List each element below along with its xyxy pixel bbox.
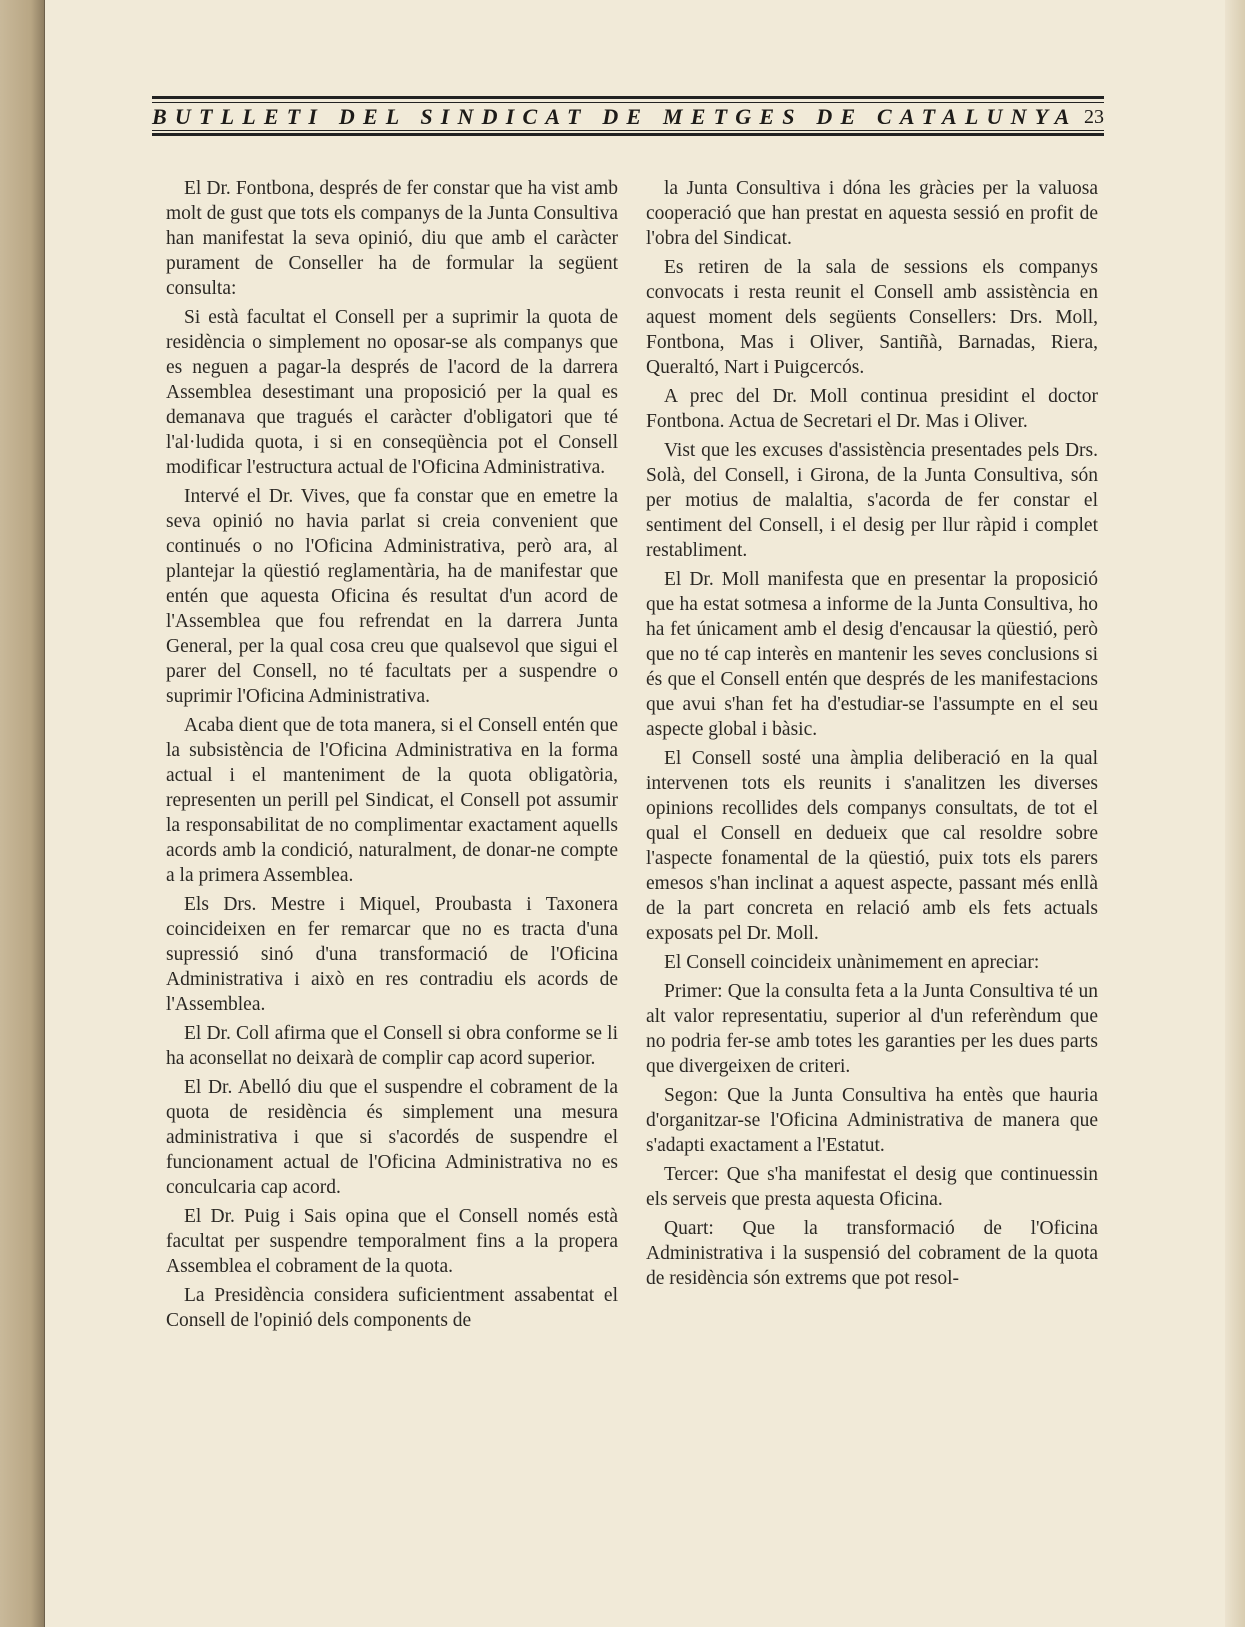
paragraph: El Dr. Abelló diu que el suspendre el cobrament de la quota de residència és simplement una mesura administrativa i que si s'acordés de suspendre el funcionament actual de l'Oficina Administrativa no es conculcaria cap acord. (166, 1077, 618, 1198)
paragraph: Si està facultat el Consell per a suprimir la quota de residència o simplement no oposar-se als companys que es neguen a pagar-la després de l'acord de la darrera Assemblea desestimant una proposició per la qual es demanava que tragués el caràcter d'obligatori que té l'al·ludida quota, i si en conseqüència pot el Consell modificar l'estructura actual de l'Oficina Administrativa. (166, 307, 618, 478)
page-edge-shadow (1225, 0, 1245, 1627)
header-rule (152, 102, 1104, 103)
paragraph: El Dr. Puig i Sais opina que el Consell només està facultat per suspendre temporalment fins a la propera Assemblea el cobrament de la quota. (166, 1206, 618, 1277)
header-rule (152, 130, 1104, 131)
previous-page-edge (0, 0, 45, 1627)
paragraph: El Dr. Fontbona, després de fer constar que ha vist amb molt de gust que tots els companys de la Junta Consultiva han manifestat la seva opinió, diu que amb el caràcter purament de Conseller ha de formular la següent consulta: (166, 178, 618, 299)
left-column (166, 176, 618, 1337)
paragraph: Els Drs. Mestre i Miquel, Proubasta i Taxonera coincideixen en fer remarcar que no es tracta d'una supressió sinó d'una transformació de l'Oficina Administrativa i això en res contradiu els acords de l'Assemblea. (166, 894, 618, 1015)
page-number: 23 (1084, 106, 1104, 128)
paragraph: El Dr. Moll manifesta que en presentar la proposició que ha estat sotmesa a informe de la Junta Consultiva, ho ha fet únicament amb el desig d'encausar la qüestió, però que no té cap interès en mantenir les seves conclusions si és que el Consell entén que després de les manifestacions que avui s'han fet ha d'estudiar-se l'assumpte en el seu aspecte global i bàsic. (646, 569, 1098, 740)
paragraph: A prec del Dr. Moll continua presidint el doctor Fontbona. Actua de Secretari el Dr. Mas i Oliver. (646, 386, 1098, 432)
paragraph: Primer: Que la consulta feta a la Junta Consultiva té un alt valor representatiu, superior al d'un referèndum que no podria fer-se amb totes les garanties per les dues parts que divergeixen de criteri. (646, 981, 1098, 1077)
paragraph: Es retiren de la sala de sessions els companys convocats i resta reunit el Consell amb assistència en aquest moment dels següents Consellers: Drs. Moll, Fontbona, Mas i Oliver, Santiñà, Barnadas, Riera, Queraltó, Nart i Puigcercós. (646, 257, 1098, 378)
running-header (152, 90, 1104, 144)
paragraph: La Presidència considera suficientment assabentat el Consell de l'opinió dels components de (166, 1285, 618, 1331)
paragraph: El Consell coincideix unànimement en apreciar: (664, 952, 1040, 973)
paragraph: El Consell sosté una àmplia deliberació en la qual intervenen tots els reunits i s'analitzen les diverses opinions recollides dels companys consultats, de tot el qual el Consell en dedueix que cal resoldre sobre l'aspecte fonamental de la qüestió, puix tots els parers emesos s'han inclinat a aquest aspecte, passant més enllà de la part concreta en relació amb els fets actuals exposats pel Dr. Moll. (646, 748, 1098, 944)
paragraph: El Dr. Coll afirma que el Consell si obra conforme se li ha aconsellat no deixarà de complir cap acord superior. (166, 1023, 618, 1069)
paragraph: Segon: Que la Junta Consultiva ha entès que hauria d'organitzar-se l'Oficina Administrativa de manera que s'adapti exactament a l'Estatut. (646, 1085, 1098, 1156)
paragraph: Tercer: Que s'ha manifestat el desig que continuessin els serveis que presta aquesta Oficina. (646, 1164, 1098, 1210)
journal-title: BUTLLETI DEL SINDICAT DE METGES DE CATALUNYA (152, 104, 1078, 129)
paragraph: Quart: Que la transformació de l'Oficina Administrativa i la suspensió del cobrament de la quota de residència són extrems que pot resol- (646, 1218, 1098, 1289)
right-column (646, 176, 1098, 1295)
header-rule (152, 96, 1104, 99)
paragraph: Acaba dient que de tota manera, si el Consell entén que la subsistència de l'Oficina Administrativa en la forma actual i el manteniment de la quota obligatòria, representen un perill pel Sindicat, el Consell pot assumir la responsabilitat de no complimentar exactament aquells acords amb la condició, naturalment, de donar-ne compte a la primera Assemblea. (166, 715, 618, 886)
header-rule (152, 133, 1104, 136)
paragraph: Intervé el Dr. Vives, que fa constar que en emetre la seva opinió no havia parlat si creia convenient que continués o no l'Oficina Administrativa, però ara, al plantejar la qüestió reglamentària, ha de manifestar que entén que aquesta Oficina és resultat d'un acord de l'Assemblea que fou refrendat en la darrera Junta General, per la qual cosa creu que qualsevol que sigui el parer del Consell, no té facultats per a suspendre o suprimir l'Oficina Administrativa. (166, 486, 618, 707)
paragraph: Vist que les excuses d'assistència presentades pels Drs. Solà, del Consell, i Girona, de la Junta Consultiva, són per motius de malaltia, s'acorda de fer constar el sentiment del Consell, i el desig per llur ràpid i complet restabliment. (646, 440, 1098, 561)
paragraph: la Junta Consultiva i dóna les gràcies per la valuosa cooperació que han prestat en aquesta sessió en profit de l'obra del Sindicat. (646, 178, 1098, 249)
